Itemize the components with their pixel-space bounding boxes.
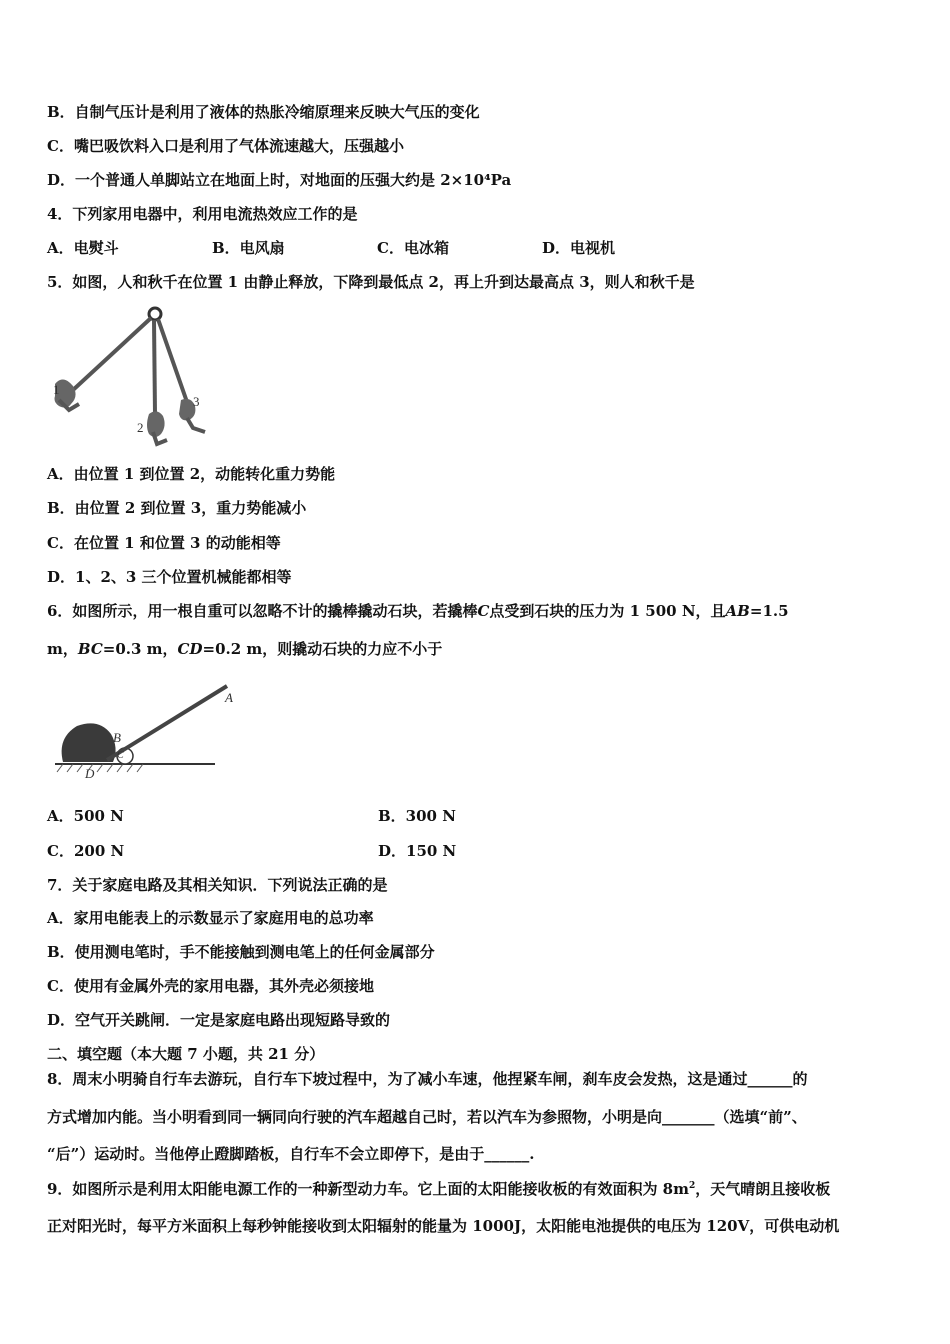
- q6-stem-line2: m，BC=0.3 m，CD=0.2 m，则撬动石块的力应不小于: [47, 640, 443, 658]
- q5-option-a: A．由位置 1 到位置 2，动能转化重力势能: [47, 465, 336, 483]
- lever-label-b: B: [113, 730, 121, 745]
- q4-option-d: D．电视机: [542, 239, 616, 257]
- q7-option-b: B．使用测电笔时，手不能接触到测电笔上的任何金属部分: [47, 943, 435, 961]
- lever-label-a: A: [225, 690, 233, 705]
- swing-rope-1: [73, 318, 151, 390]
- swing-figure: [45, 302, 215, 452]
- crowbar: [107, 686, 227, 760]
- q6-option-d: D．150 N: [378, 842, 457, 860]
- q8-line1: 8．周末小明骑自行车去游玩，自行车下坡过程中，为了减小车速，他捏紧车闸，刹车皮会发热，这是通过______的: [47, 1070, 808, 1088]
- swinger-2: [147, 411, 165, 437]
- q8-line2: 方式增加内能。当小明看到同一辆同向行驶的汽车超越自己时，若以汽车为参照物，小明是向_______（选填“前”、: [47, 1108, 807, 1126]
- q7-stem: 7．关于家庭电路及其相关知识．下列说法正确的是: [47, 876, 388, 894]
- q6-stem-line1: 6．如图所示，用一根自重可以忽略不计的撬棒撬动石块，若撬棒C点受到石块的压力为 1 500 N，且AB=1.5: [47, 602, 789, 620]
- q4-option-a: A．电熨斗: [47, 239, 119, 257]
- ground-hatch: [57, 764, 143, 772]
- q5-option-d: D．1、2、3 三个位置机械能都相等: [47, 568, 292, 586]
- rock: [62, 723, 116, 762]
- q5-option-b: B．由位置 2 到位置 3，重力势能减小: [47, 499, 307, 517]
- swing-rope-2: [154, 320, 155, 414]
- swing-label-2: 2: [137, 420, 144, 435]
- q3-option-b: B．自制气压计是利用了液体的热胀冷缩原理来反映大气压的变化: [47, 103, 480, 121]
- q5-stem: 5．如图，人和秋千在位置 1 由静止释放，下降到最低点 2，再上升到达最高点 3，则人和秋千是: [47, 273, 695, 291]
- q7-option-a: A．家用电能表上的示数显示了家庭用电的总功率: [47, 909, 374, 927]
- q6-option-c: C．200 N: [47, 842, 125, 860]
- swing-label-3: 3: [193, 394, 200, 409]
- q7-option-d: D．空气开关跳闸．一定是家庭电路出现短路导致的: [47, 1011, 391, 1029]
- lever-figure: [55, 680, 245, 780]
- q6-option-a: A．500 N: [47, 807, 124, 825]
- section-heading: 二、填空题（本大题 7 小题，共 21 分）: [47, 1045, 325, 1063]
- q3-option-c: C．嘴巴吸饮料入口是利用了气体流速越大，压强越小: [47, 137, 404, 155]
- q9-line2: 正对阳光时，每平方米面积上每秒钟能接收到太阳辐射的能量为 1000J，太阳能电池提供的电压为 120V，可供电动机: [47, 1217, 840, 1235]
- q4-option-b: B．电风扇: [212, 239, 285, 257]
- q3-option-d: D．一个普通人单脚站立在地面上时，对地面的压强大约是 2×10⁴Pa: [47, 171, 512, 189]
- lever-label-c: C: [117, 750, 124, 761]
- q4-stem: 4．下列家用电器中，利用电流热效应工作的是: [47, 205, 358, 223]
- swinger-3-legs: [187, 418, 205, 432]
- swing-rope-3: [158, 319, 187, 402]
- q4-option-c: C．电冰箱: [377, 239, 449, 257]
- lever-label-d: D: [85, 766, 95, 780]
- q5-option-c: C．在位置 1 和位置 3 的动能相等: [47, 534, 281, 552]
- q7-option-c: C．使用有金属外壳的家用电器，其外壳必须接地: [47, 977, 374, 995]
- swing-label-1: 1: [53, 382, 60, 397]
- q6-option-b: B．300 N: [378, 807, 456, 825]
- q9-line1: 9．如图所示是利用太阳能电源工作的一种新型动力车。它上面的太阳能接收板的有效面积为 $8m^2$，天气晴朗且接收板: [47, 1180, 831, 1198]
- q8-line3: “后”）运动时。当他停止蹬脚踏板，自行车不会立即停下，是由于______.: [47, 1145, 535, 1163]
